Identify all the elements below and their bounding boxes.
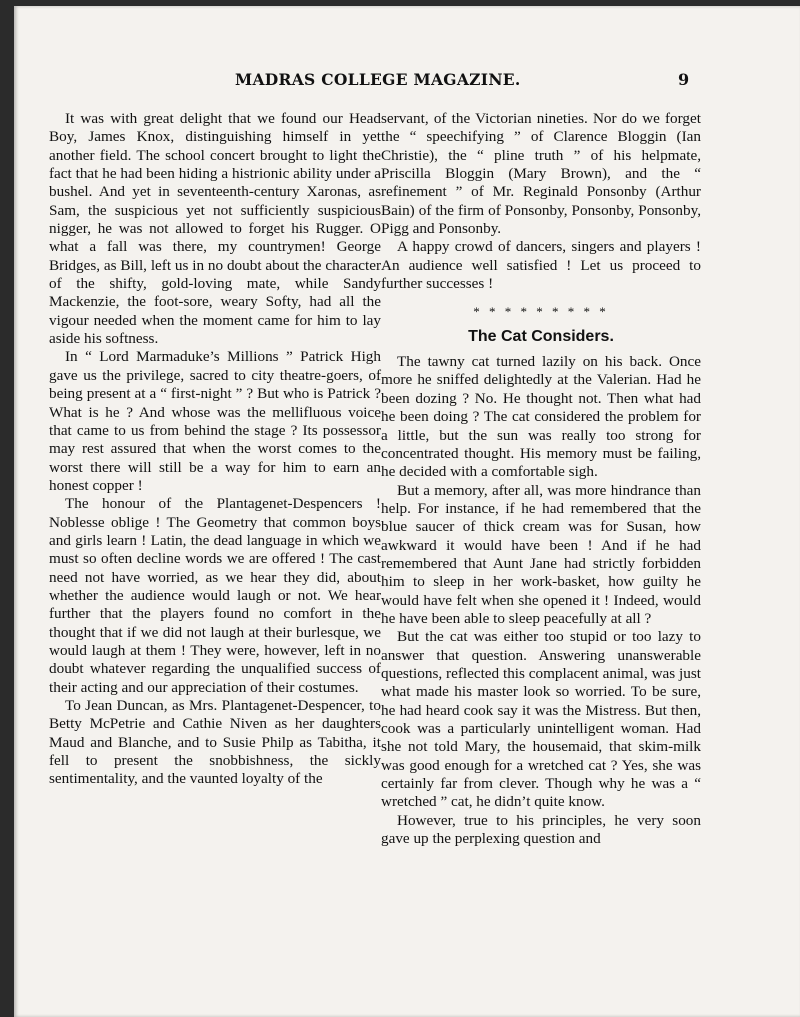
paragraph: The honour of the Plantagenet-Despencers ! Noblesse oblige ! The Geometry that common boys and girls learn ! Latin, the dead language in which we must so often decline words we are offered ! The cast need not have worried, as we hear they did, about whether the audience would laugh or not. We hear further that the players found no comfort in the thought that if we did not laugh at their burlesque, we would laugh at them ! They were, however, left in no doubt whatever regarding the unqualified success of their acting and our appreciation of their costumes. [49,495,381,696]
closing-paragraph: A happy crowd of dancers, singers and players ! An audience well satisfied ! Let us proceed to further successes ! [381,238,701,293]
paragraph: In “ Lord Marmaduke’s Millions ” Patrick High gave us the privilege, sacred to city theatre-goers, of being present at a “ first-night ” ? But who is Patrick ? What is he ? And whose was the mellifluous voice that came to us from behind the stage ? Its possessor may rest assured that when the worst comes to the worst there will still be a way for him to earn an honest copper ! [49,348,381,494]
right-column [381,110,701,848]
running-header [14,66,800,96]
magazine-page [14,6,800,1017]
section-separator: * * * * * * * * * [473,304,609,320]
story-title: The Cat Considers. [468,327,614,345]
paragraph: But the cat was either too stupid or too lazy to answer that question. Answering unanswerable questions, reflected this complacent animal, was just what made his master look so worried. To be sure, he had heard cook say it was the Mistress. But then, cook was a particularly unintelligent woman. Had she not told Mary, the housemaid, that skim-milk was good enough for a wretched cat ? Yes, she was certainly far from clever. Though why he was a “ wretched ” cat, he didn’t quite know. [381,628,701,811]
page-number: 9 [678,70,690,89]
left-column [49,110,381,789]
paragraph: However, true to his principles, he very soon gave up the perplexing question and [381,811,701,848]
paragraph: But a memory, after all, was more hindrance than help. For instance, if he had remembered that the blue saucer of thick cream was for Susan, how awkward it would have been ! And if he had remembered that Aunt Jane had strictly forbidden him to sleep in her work-basket, how guilty he would have felt when she opened it ! Indeed, would he have been able to sleep peacefully at all ? [381,481,701,627]
continued-paragraph: servant, of the Victorian nineties. Nor do we forget the “ speechifying ” of Clarence Bloggin (Ian Christie), the “ pline truth ” of his helpmate, Priscilla Bloggin (Mary Brown), and the “ refinement ” of Mr. Reginald Ponsonby (Arthur Bain) of the firm of Ponsonby, Ponsonby, Ponsonby, Pigg and Ponsonby. [381,110,701,238]
paragraph: It was with great delight that we found our Head Boy, James Knox, distinguishing himself in yet another field. The school concert brought to light the fact that he had been hiding a histrionic ability under a bushel. And yet in seventeenth-century Xaronas, as Sam, the suspicious yet not sufficiently suspicious nigger, he was not allowed to forget his Rugger. O what a fall was there, my countrymen! George Bridges, as Bill, left us in no doubt about the character of the shifty, gold-loving mate, while Sandy Mackenzie, the foot-sore, weary Softy, had all the vigour needed when the moment came for him to lay aside his softness. [49,110,381,348]
paragraph: To Jean Duncan, as Mrs. Plantagenet-Despencer, to Betty McPetrie and Cathie Niven as her daughters Maud and Blanche, and to Susie Philp as Tabitha, it fell to present the snobbishness, the sickly sentimentality, and the vaunted loyalty of the [49,697,381,788]
paragraph: The tawny cat turned lazily on his back. Once more he sniffed delightedly at the Valerian. Had he been dozing ? No. He thought not. Then what had he been doing ? The cat considered the problem for a little, but the sun was really too strong for concentrated thought. His memory must be failing, he decided with a comfortable sigh. [381,353,701,481]
magazine-title: MADRAS COLLEGE MAGAZINE. [235,70,521,89]
